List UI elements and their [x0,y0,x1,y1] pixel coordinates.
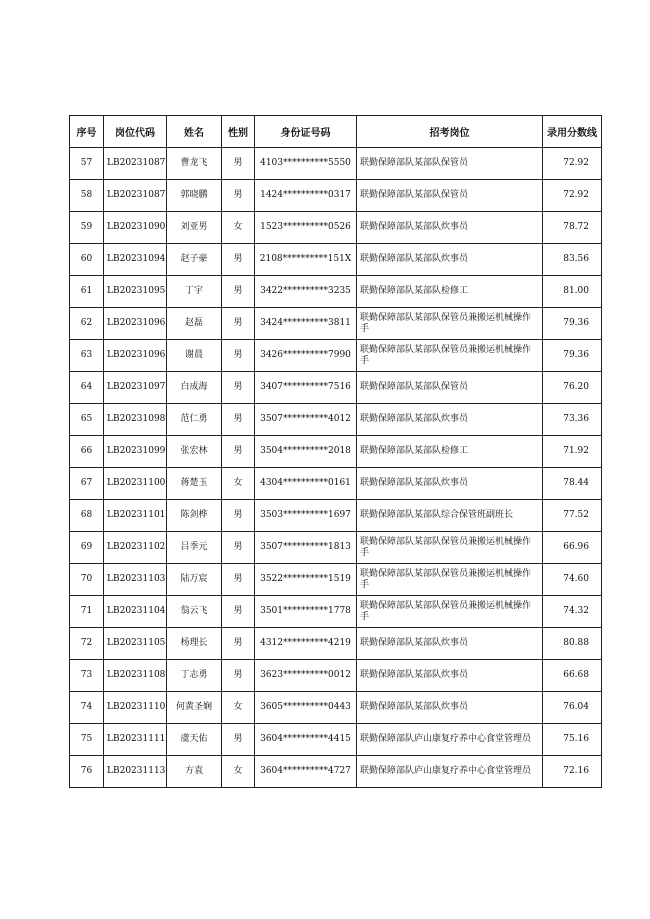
cell-position: 联勤保障部队某部队检修工 [357,436,543,468]
cell-id-number: 4312**********4219 [255,628,357,660]
table-row [70,436,602,468]
cell-position: 联勤保障部队某部队炊事员 [357,660,543,692]
cell-position-code: LB20231110 [104,692,167,724]
table-row [70,532,602,564]
cell-position: 联勤保障部队某部队炊事员 [357,212,543,244]
cell-position-code: LB20231087 [104,180,167,212]
cell-serial: 66 [70,436,104,468]
cell-score: 74.32 [543,596,602,628]
cell-id-number: 3426**********7990 [255,340,357,372]
table-row [70,596,602,628]
cell-name: 谢晨 [167,340,222,372]
cell-gender: 男 [222,596,255,628]
cell-score: 71.92 [543,436,602,468]
cell-id-number: 3407**********7516 [255,372,357,404]
cell-position: 联勤保障部队某部队炊事员 [357,628,543,660]
cell-gender: 男 [222,500,255,532]
cell-serial: 70 [70,564,104,596]
cell-position: 联勤保障部队某部队炊事员 [357,404,543,436]
cell-name: 吕季元 [167,532,222,564]
cell-gender: 男 [222,436,255,468]
cell-id-number: 4304**********0161 [255,468,357,500]
cell-name: 范仁勇 [167,404,222,436]
cell-score: 80.88 [543,628,602,660]
cell-position-code: LB20231113 [104,756,167,788]
cell-id-number: 3522**********1519 [255,564,357,596]
cell-serial: 59 [70,212,104,244]
results-table [69,115,602,788]
cell-name: 郭晓鹏 [167,180,222,212]
cell-score: 77.52 [543,500,602,532]
table-row [70,244,602,276]
cell-position: 联勤保障部队某部队炊事员 [357,692,543,724]
cell-name: 赵磊 [167,308,222,340]
cell-position-code: LB20231096 [104,308,167,340]
cell-name: 翁云飞 [167,596,222,628]
cell-id-number: 3422**********3235 [255,276,357,308]
table-row [70,692,602,724]
table-row [70,500,602,532]
cell-position-code: LB20231099 [104,436,167,468]
cell-id-number: 3605**********0443 [255,692,357,724]
header-position: 招考岗位 [357,116,543,148]
cell-position-code: LB20231087 [104,148,167,180]
cell-name: 赵子豪 [167,244,222,276]
cell-position-code: LB20231103 [104,564,167,596]
cell-id-number: 3507**********1813 [255,532,357,564]
cell-serial: 68 [70,500,104,532]
cell-gender: 男 [222,724,255,756]
table-row [70,148,602,180]
cell-id-number: 1523**********0526 [255,212,357,244]
header-gender: 性别 [222,116,255,148]
cell-id-number: 3503**********1697 [255,500,357,532]
cell-score: 74.60 [543,564,602,596]
cell-position: 联勤保障部队某部队保管员兼搬运机械操作手 [357,340,543,372]
cell-position-code: LB20231101 [104,500,167,532]
cell-score: 73.36 [543,404,602,436]
cell-position-code: LB20231095 [104,276,167,308]
cell-id-number: 3623**********0012 [255,660,357,692]
cell-score: 66.96 [543,532,602,564]
cell-position-code: LB20231102 [104,532,167,564]
cell-name: 虞天佑 [167,724,222,756]
table-row [70,340,602,372]
cell-id-number: 3604**********4727 [255,756,357,788]
table-row [70,564,602,596]
table-row [70,212,602,244]
cell-position: 联勤保障部队某部队保管员 [357,148,543,180]
header-position-code: 岗位代码 [104,116,167,148]
cell-name: 丁志勇 [167,660,222,692]
cell-serial: 57 [70,148,104,180]
cell-name: 刘亚男 [167,212,222,244]
cell-gender: 男 [222,148,255,180]
cell-position-code: LB20231111 [104,724,167,756]
cell-gender: 女 [222,692,255,724]
cell-position-code: LB20231094 [104,244,167,276]
cell-score: 78.72 [543,212,602,244]
cell-position-code: LB20231108 [104,660,167,692]
cell-score: 76.04 [543,692,602,724]
table-row [70,628,602,660]
cell-gender: 男 [222,180,255,212]
table-row [70,660,602,692]
cell-position: 联勤保障部队庐山康复疗养中心食堂管理员 [357,724,543,756]
cell-score: 81.00 [543,276,602,308]
table-row [70,756,602,788]
cell-position: 联勤保障部队某部队综合保管班副班长 [357,500,543,532]
cell-position: 联勤保障部队某部队保管员 [357,372,543,404]
cell-id-number: 4103**********5550 [255,148,357,180]
cell-name: 杨理长 [167,628,222,660]
cell-gender: 男 [222,244,255,276]
cell-position-code: LB20231100 [104,468,167,500]
cell-serial: 64 [70,372,104,404]
cell-position-code: LB20231090 [104,212,167,244]
cell-name: 曹龙飞 [167,148,222,180]
cell-score: 75.16 [543,724,602,756]
cell-name: 白成海 [167,372,222,404]
cell-position: 联勤保障部队某部队保管员兼搬运机械操作手 [357,308,543,340]
cell-position-code: LB20231096 [104,340,167,372]
cell-score: 66.68 [543,660,602,692]
cell-serial: 62 [70,308,104,340]
cell-gender: 男 [222,372,255,404]
cell-serial: 61 [70,276,104,308]
cell-serial: 65 [70,404,104,436]
cell-position-code: LB20231097 [104,372,167,404]
cell-serial: 72 [70,628,104,660]
header-serial: 序号 [70,116,104,148]
header-score: 录用分数线 [543,116,602,148]
cell-serial: 60 [70,244,104,276]
cell-serial: 74 [70,692,104,724]
cell-gender: 男 [222,564,255,596]
cell-score: 76.20 [543,372,602,404]
cell-score: 72.16 [543,756,602,788]
cell-score: 72.92 [543,148,602,180]
cell-score: 78.44 [543,468,602,500]
table-row [70,468,602,500]
table-row [70,404,602,436]
cell-position-code: LB20231105 [104,628,167,660]
cell-serial: 71 [70,596,104,628]
cell-serial: 67 [70,468,104,500]
cell-position: 联勤保障部队某部队检修工 [357,276,543,308]
cell-id-number: 3424**********3811 [255,308,357,340]
cell-name: 何黄圣娴 [167,692,222,724]
cell-name: 方袁 [167,756,222,788]
cell-position: 联勤保障部队某部队保管员 [357,180,543,212]
cell-position: 联勤保障部队某部队炊事员 [357,468,543,500]
cell-gender: 男 [222,628,255,660]
cell-id-number: 1424**********0317 [255,180,357,212]
cell-gender: 男 [222,404,255,436]
cell-score: 79.36 [543,340,602,372]
cell-position: 联勤保障部队某部队炊事员 [357,244,543,276]
cell-serial: 76 [70,756,104,788]
cell-position: 联勤保障部队某部队保管员兼搬运机械操作手 [357,596,543,628]
cell-score: 72.92 [543,180,602,212]
cell-gender: 女 [222,468,255,500]
cell-gender: 男 [222,532,255,564]
cell-score: 79.36 [543,308,602,340]
table-row [70,180,602,212]
table-row [70,724,602,756]
table-header-row [70,116,602,148]
cell-gender: 男 [222,340,255,372]
header-id-number: 身份证号码 [255,116,357,148]
cell-gender: 男 [222,276,255,308]
cell-score: 83.56 [543,244,602,276]
cell-id-number: 3501**********1778 [255,596,357,628]
cell-serial: 73 [70,660,104,692]
cell-gender: 女 [222,212,255,244]
cell-position: 联勤保障部队某部队保管员兼搬运机械操作手 [357,532,543,564]
cell-position: 联勤保障部队某部队保管员兼搬运机械操作手 [357,564,543,596]
cell-id-number: 3604**********4415 [255,724,357,756]
cell-name: 陈剑桦 [167,500,222,532]
cell-serial: 63 [70,340,104,372]
table-row [70,372,602,404]
cell-gender: 女 [222,756,255,788]
cell-id-number: 3507**********4012 [255,404,357,436]
cell-position: 联勤保障部队庐山康复疗养中心食堂管理员 [357,756,543,788]
table-row [70,276,602,308]
cell-serial: 69 [70,532,104,564]
cell-name: 张宏林 [167,436,222,468]
cell-name: 蒋楚玉 [167,468,222,500]
header-name: 姓名 [167,116,222,148]
cell-name: 陆万宸 [167,564,222,596]
cell-position-code: LB20231104 [104,596,167,628]
cell-serial: 58 [70,180,104,212]
cell-position-code: LB20231098 [104,404,167,436]
cell-serial: 75 [70,724,104,756]
cell-id-number: 3504**********2018 [255,436,357,468]
cell-gender: 男 [222,660,255,692]
cell-name: 丁宇 [167,276,222,308]
cell-id-number: 2108**********151X [255,244,357,276]
table-row [70,308,602,340]
cell-gender: 男 [222,308,255,340]
